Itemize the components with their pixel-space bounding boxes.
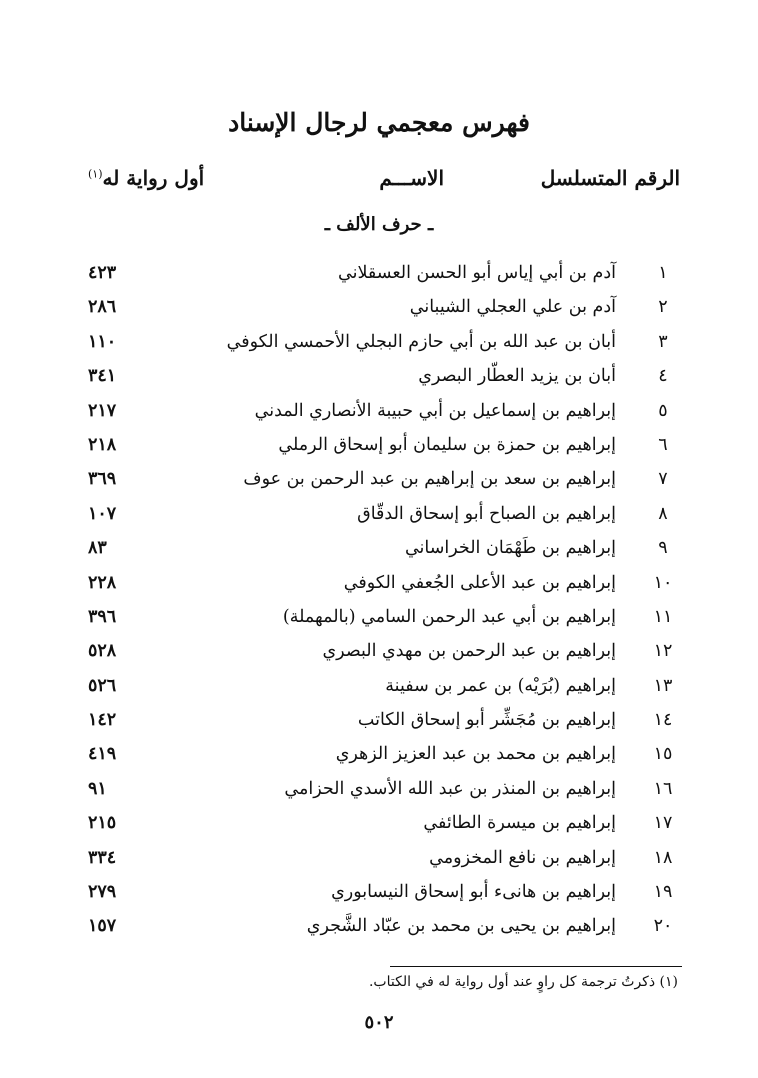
- list-item: [88, 497, 678, 531]
- entry-serial: ١٥: [653, 744, 673, 765]
- entry-name: آدم بن علي العجلي الشيباني: [409, 297, 616, 318]
- entry-name: أبان بن عبد الله بن أبي حازم البجلي الأحمسي الكوفي: [226, 331, 616, 352]
- entry-serial: ١٠: [653, 572, 673, 593]
- entry-name: إبراهيم بن سعد بن إبراهيم بن عبد الرحمن بن عوف: [243, 469, 616, 490]
- entry-page: ٢١٧: [88, 400, 117, 421]
- entry-name: إبراهيم بن الصباح أبو إسحاق الدقّاق: [357, 503, 616, 524]
- list-item: [88, 806, 678, 840]
- entry-page: ٤١٩: [88, 744, 117, 765]
- entry-name: أبان بن يزيد العطّار البصري: [418, 366, 616, 387]
- entry-name: إبراهيم بن مُجَشِّر أبو إسحاق الكاتب: [357, 710, 616, 731]
- entry-page: ٢١٥: [88, 813, 117, 834]
- page-title: فهرس معجمي لرجال الإسناد: [228, 108, 530, 137]
- entry-serial: ١٣: [653, 675, 673, 696]
- list-item: [88, 703, 678, 737]
- list-item: [88, 325, 678, 359]
- list-item: [88, 909, 678, 943]
- entry-page: ٢٨٦: [88, 297, 117, 318]
- entry-page: ١٠٧: [88, 503, 117, 524]
- entry-page: ٢١٨: [88, 434, 117, 455]
- footnote-marker: (١): [88, 167, 103, 181]
- entry-page: ٢٢٨: [88, 572, 117, 593]
- entry-serial: ٤: [658, 366, 668, 387]
- entry-page: ١٥٧: [88, 916, 117, 937]
- list-item: [88, 256, 678, 290]
- entry-name: إبراهيم (بُرَيْه) بن عمر بن سفينة: [385, 675, 616, 696]
- entry-name: إبراهيم بن أبي عبد الرحمن السامي (بالمهملة): [282, 606, 616, 627]
- entry-serial: ٨: [658, 503, 668, 524]
- entry-page: ٢٧٩: [88, 882, 117, 903]
- list-item: [88, 394, 678, 428]
- entry-serial: ١١: [653, 606, 673, 627]
- entry-serial: ٣: [658, 331, 668, 352]
- entry-name: إبراهيم بن نافع المخزومي: [429, 847, 616, 868]
- entry-serial: ٦: [658, 434, 668, 455]
- entry-serial: ١٤: [653, 710, 673, 731]
- entry-page: ٥٢٨: [88, 641, 117, 662]
- entry-name: إبراهيم بن عبد الأعلى الجُعفي الكوفي: [343, 572, 616, 593]
- entry-name: إبراهيم بن حمزة بن سليمان أبو إسحاق الرملي: [278, 434, 616, 455]
- entry-name: إبراهيم بن ميسرة الطائفي: [423, 813, 616, 834]
- list-item: [88, 359, 678, 393]
- entry-name: إبراهيم بن عبد الرحمن بن مهدي البصري: [322, 641, 616, 662]
- entry-serial: ٧: [658, 469, 668, 490]
- list-item: [88, 669, 678, 703]
- entry-serial: ١٧: [653, 813, 673, 834]
- header-name: الاســـم: [379, 166, 444, 190]
- list-item: [88, 566, 678, 600]
- entry-name: إبراهيم بن محمد بن عبد العزيز الزهري: [335, 744, 616, 765]
- list-item: [88, 428, 678, 462]
- entry-name: إبراهيم بن هانىء أبو إسحاق النيسابوري: [331, 882, 616, 903]
- entry-serial: ٢٠: [653, 916, 673, 937]
- entry-name: آدم بن أبي إياس أبو الحسن العسقلاني: [337, 263, 616, 283]
- list-item: [88, 600, 678, 634]
- list-item: [88, 772, 678, 806]
- entry-serial: ٩: [658, 538, 668, 559]
- entry-serial: ٥: [658, 400, 668, 421]
- entry-page: ٨٣: [88, 538, 107, 559]
- entry-page: ٣٦٩: [88, 469, 117, 490]
- list-item: [88, 841, 678, 875]
- entry-serial: ٢: [658, 297, 668, 318]
- entry-page: ١٤٢: [88, 710, 117, 731]
- entry-page: ٣٩٦: [88, 606, 117, 627]
- entry-page: ٩١: [88, 778, 107, 799]
- entry-serial: ١٩: [653, 882, 673, 903]
- header-serial: الرقم المتسلسل: [540, 166, 680, 190]
- list-item: [88, 290, 678, 324]
- entry-page: ٣٤١: [88, 366, 117, 387]
- entry-page: ٣٣٤: [88, 847, 117, 868]
- entry-serial: ١٨: [653, 847, 673, 868]
- header-first-narration: [88, 166, 204, 190]
- entry-name: إبراهيم بن طَهْمَان الخراساني: [404, 538, 616, 559]
- entry-name: إبراهيم بن يحيى بن محمد بن عبّاد الشَّجري: [306, 916, 616, 937]
- page-number: ٥٠٢: [364, 1012, 394, 1033]
- footnote-divider: [390, 966, 682, 967]
- entry-serial: ١: [658, 263, 668, 283]
- entry-serial: ١٦: [653, 778, 673, 799]
- column-headers: [88, 166, 680, 196]
- section-heading: ـ حرف الألف ـ: [324, 214, 434, 235]
- entry-name: إبراهيم بن المنذر بن عبد الله الأسدي الحزامي: [284, 778, 616, 799]
- list-item: [88, 875, 678, 909]
- entries-list: [88, 256, 678, 944]
- list-item: [88, 634, 678, 668]
- footnote: (١) ذكرتُ ترجمة كل راوٍ عند أول رواية له في الكتاب.: [368, 974, 678, 990]
- list-item: [88, 462, 678, 496]
- entry-page: ٥٢٦: [88, 675, 117, 696]
- entry-name: إبراهيم بن إسماعيل بن أبي حبيبة الأنصاري المدني: [254, 400, 616, 421]
- header-first-narration-label: أول رواية له: [102, 166, 205, 190]
- list-item: [88, 531, 678, 565]
- list-item: [88, 737, 678, 771]
- entry-serial: ١٢: [653, 641, 673, 662]
- entry-page: ٤٢٣: [88, 263, 117, 283]
- entry-page: ١١٠: [88, 331, 117, 352]
